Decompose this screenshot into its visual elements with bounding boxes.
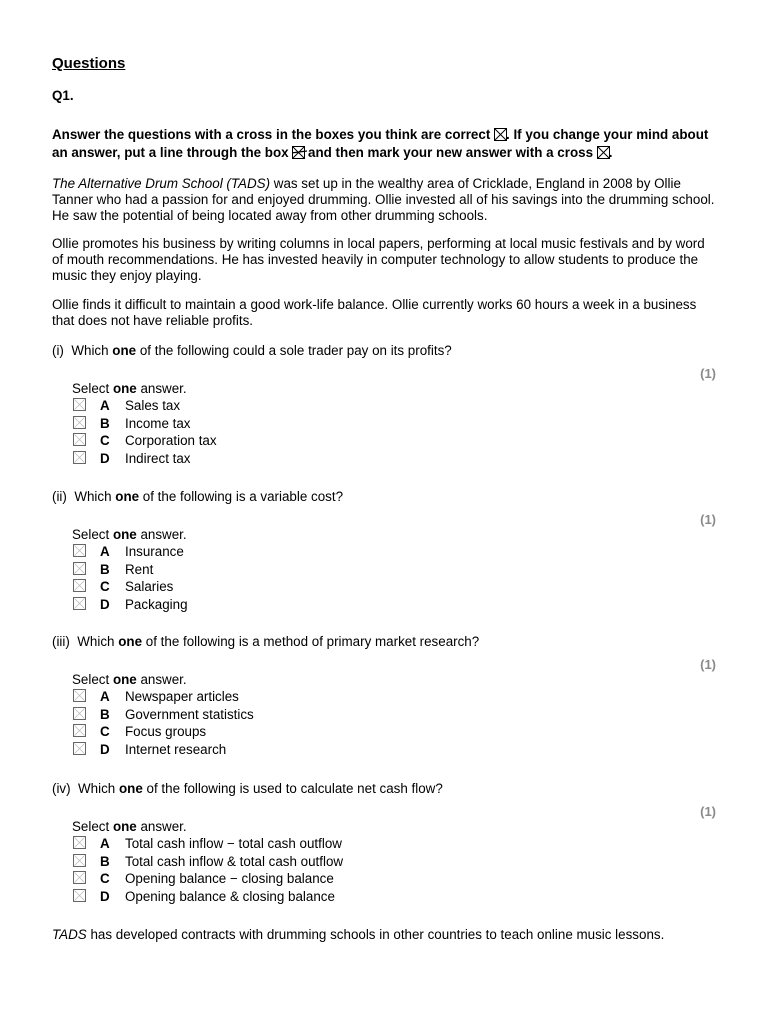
option-text: Rent: [125, 561, 154, 577]
intro-paragraph-1: [52, 176, 716, 224]
intro-paragraph-3: Ollie finds it difficult to maintain a good work-life balance. Ollie currently works 60 hours a week in a business that does not have reliable profits.: [52, 297, 697, 328]
option-text: Corporation tax: [125, 433, 217, 448]
question-text: [52, 343, 716, 359]
option-letter: D: [100, 888, 110, 904]
question-text: [52, 634, 716, 650]
question-label: (iii): [52, 634, 70, 649]
select-emphasis: one: [112, 527, 137, 542]
closing-paragraph-text: has developed contracts with drumming schools in other countries to teach online music lessons.: [86, 927, 665, 942]
marks-label: (1): [700, 804, 716, 819]
intro-paragraph-2: Ollie promotes his business by writing columns in local papers, performing at local music festivals and by word of mouth recommendations. He has invested heavily in computer technology to allow students to produce the music they enjoy playing.: [52, 236, 705, 283]
closing-company-name: TADS: [52, 927, 87, 942]
answer-checkbox[interactable]: [73, 742, 86, 755]
struck-crossed-box-icon: [292, 146, 304, 158]
answer-checkbox[interactable]: [73, 707, 86, 720]
question-text-post: of the following is used to calculate net cash flow?: [142, 781, 443, 796]
answer-checkbox[interactable]: [73, 836, 86, 849]
answer-checkbox[interactable]: [73, 871, 86, 884]
option-letter: A: [100, 836, 110, 851]
question-text-post: of the following could a sole trader pay on its profits?: [136, 343, 452, 358]
option-letter: D: [100, 596, 110, 612]
question-text-pre: Which: [77, 634, 119, 649]
option-letter: C: [100, 433, 110, 448]
instructions-text-2: . If you change your mind about an answer, put a line through the box: [52, 127, 709, 160]
marks-label: (1): [700, 512, 716, 527]
question-label: (iv): [52, 781, 71, 796]
select-suffix: answer.: [136, 381, 187, 396]
question-text-pre: Which: [71, 343, 113, 358]
company-name: The Alternative Drum School (TADS): [52, 176, 271, 191]
question-block: [52, 781, 716, 904]
select-suffix: answer.: [136, 819, 187, 834]
option-text: Newspaper articles: [125, 689, 239, 704]
option-letter: B: [100, 561, 110, 577]
answer-checkbox[interactable]: [73, 854, 86, 867]
question-text-post: of the following is a variable cost?: [139, 489, 344, 504]
option-text: Sales tax: [125, 398, 181, 413]
answer-checkbox[interactable]: [73, 416, 86, 429]
option-letter: D: [100, 450, 110, 466]
option-letter: A: [100, 544, 110, 559]
select-prefix: Select: [72, 381, 113, 396]
option-letter: A: [100, 398, 110, 413]
select-prefix: Select: [72, 672, 113, 687]
select-emphasis: one: [112, 819, 137, 834]
answer-checkbox[interactable]: [73, 544, 86, 557]
question-text-pre: Which: [74, 489, 116, 504]
question-text-post: of the following is a method of primary market research?: [142, 634, 480, 649]
select-suffix: answer.: [136, 527, 187, 542]
select-instruction: [72, 819, 187, 835]
page-heading: Questions: [52, 55, 126, 72]
question-text-emphasis: one: [115, 489, 140, 504]
question-block: [52, 634, 716, 757]
question-label: (i): [52, 343, 64, 358]
option-text: Insurance: [125, 544, 184, 559]
answer-checkbox[interactable]: [73, 889, 86, 902]
option-letter: C: [100, 579, 110, 594]
answer-checkbox[interactable]: [73, 689, 86, 702]
option-text: Opening balance & closing balance: [125, 888, 335, 904]
intro-paragraph-1-text: was set up in the wealthy area of Cricklade, England in 2008 by Ollie Tanner who had a passion for and enjoyed drumming. Ollie invested all of his savings into the drumming school. He saw the potential of being located away from other drumming schools.: [52, 176, 715, 223]
option-text: Packaging: [125, 596, 188, 612]
option-text: Salaries: [125, 579, 174, 594]
instructions-text-1: Answer the questions with a cross in the boxes you think are correct: [52, 127, 495, 142]
instructions-text-4: .: [608, 145, 613, 160]
select-instruction: [72, 381, 187, 397]
option-text: Focus groups: [125, 724, 207, 739]
option-text: Total cash inflow − total cash outflow: [125, 836, 342, 851]
marks-label: (1): [700, 657, 716, 672]
closing-paragraph: [52, 927, 716, 943]
select-emphasis: one: [112, 381, 137, 396]
select-prefix: Select: [72, 819, 113, 834]
option-text: Income tax: [125, 415, 191, 431]
option-text: Internet research: [125, 741, 227, 757]
question-text: [52, 781, 716, 797]
option-letter: C: [100, 724, 110, 739]
instructions: [52, 126, 716, 162]
option-letter: B: [100, 706, 110, 722]
answer-checkbox[interactable]: [73, 451, 86, 464]
marks-label: (1): [700, 366, 716, 381]
question-number: Q1.: [52, 88, 74, 103]
answer-checkbox[interactable]: [73, 579, 86, 592]
answer-checkbox[interactable]: [73, 433, 86, 446]
option-letter: B: [100, 853, 110, 869]
question-text-emphasis: one: [112, 343, 137, 358]
instructions-text-3: and then mark your new answer with a cross: [304, 145, 597, 160]
question-text-emphasis: one: [118, 634, 143, 649]
crossed-box-icon: [494, 128, 506, 140]
answer-checkbox[interactable]: [73, 597, 86, 610]
answer-checkbox[interactable]: [73, 562, 86, 575]
question-label: (ii): [52, 489, 67, 504]
question-text-pre: Which: [78, 781, 119, 796]
option-letter: C: [100, 871, 110, 886]
select-emphasis: one: [112, 672, 137, 687]
option-letter: A: [100, 689, 110, 704]
option-letter: D: [100, 741, 110, 757]
select-instruction: [72, 527, 187, 543]
question-text: [52, 489, 716, 505]
select-prefix: Select: [72, 527, 113, 542]
answer-checkbox[interactable]: [73, 724, 86, 737]
option-text: Indirect tax: [125, 450, 191, 466]
option-letter: B: [100, 415, 110, 431]
question-block: [52, 489, 716, 612]
question-text-emphasis: one: [118, 781, 143, 796]
option-text: Government statistics: [125, 706, 254, 722]
option-text: Opening balance − closing balance: [125, 871, 334, 886]
option-text: Total cash inflow & total cash outflow: [125, 853, 344, 869]
select-suffix: answer.: [136, 672, 187, 687]
question-block: [52, 343, 716, 466]
select-instruction: [72, 672, 187, 688]
crossed-box-icon: [597, 146, 609, 158]
answer-checkbox[interactable]: [73, 398, 86, 411]
